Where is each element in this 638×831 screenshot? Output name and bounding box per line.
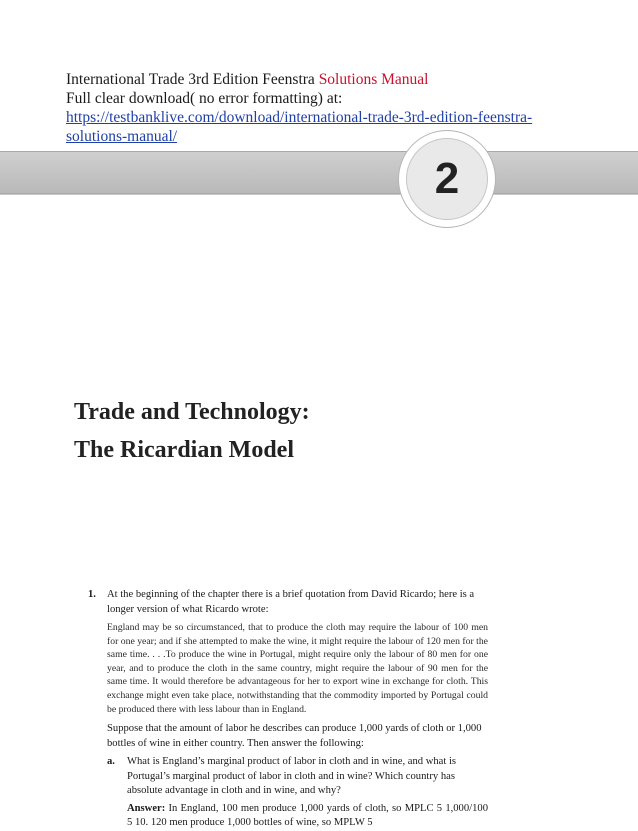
chapter-band-rule — [0, 194, 638, 195]
question-1 — [88, 588, 488, 831]
chapter-band — [0, 151, 638, 194]
download-header — [66, 70, 586, 146]
question-1-intro: At the beginning of the chapter there is a brief quotation from David Ricardo; here is a longer version of what Ricardo wrote: — [107, 589, 475, 615]
header-line-1 — [66, 70, 586, 89]
download-link-part-2: solutions-manual/ — [66, 128, 178, 145]
question-1-setup: Suppose that the amount of labor he describes can produce 1,000 yards of cloth or 1,000 bottles of wine in either country. Then answer the following: — [107, 723, 482, 749]
chapter-title-line-2: The Ricardian Model — [74, 437, 294, 463]
part-a-label: a. — [107, 756, 115, 768]
header-line-2: Full clear download( no error formatting) at: — [66, 90, 343, 107]
chapter-title — [74, 393, 310, 469]
question-1-number: 1. — [88, 589, 96, 600]
part-a-text: What is England’s marginal product of labor in cloth and in wine, and what is Portugal’s marginal product of labor in cloth and in wine? Which country has absolute advantage in cloth and in wine, and why? — [127, 756, 457, 797]
chapter-badge — [398, 130, 496, 228]
header-solutions-manual: Solutions Manual — [318, 71, 429, 88]
download-link-part-1: https://testbanklive.com/download/international-trade-3rd-edition-feenstra- — [66, 109, 533, 126]
answer-label: Answer: — [127, 802, 166, 814]
part-a-answer — [127, 802, 488, 831]
chapter-number: 2 — [434, 154, 460, 203]
answer-text: In England, 100 men produce 1,000 yards of cloth, so MPLC 5 1,000/100 5 10. 120 men produce 1,000 bottles of wine, so MPLW 5 — [127, 802, 488, 829]
question-1-part-a — [107, 755, 488, 799]
header-book-title: International Trade 3rd Edition Feenstra — [66, 71, 319, 88]
ricardo-quote: England may be so circumstanced, that to produce the cloth may require the labour of 100 men for one year; and if she attempted to make the wine, it might require the labour of 120 men for the same time. . . .To produce the wine in Portugal, might require only the labour of 80 men for one year, and to produce the cloth in the same country, might require the labour of 90 men for the same time. It would therefore be advantageous for her to export wine in exchange for cloth. This exchange might even take place, notwithstanding that the commodity imported by Portugal could be produced there with less labour than in England. — [107, 622, 488, 715]
chapter-title-line-1: Trade and Technology: — [74, 399, 310, 425]
chapter-badge-inner — [406, 138, 488, 220]
